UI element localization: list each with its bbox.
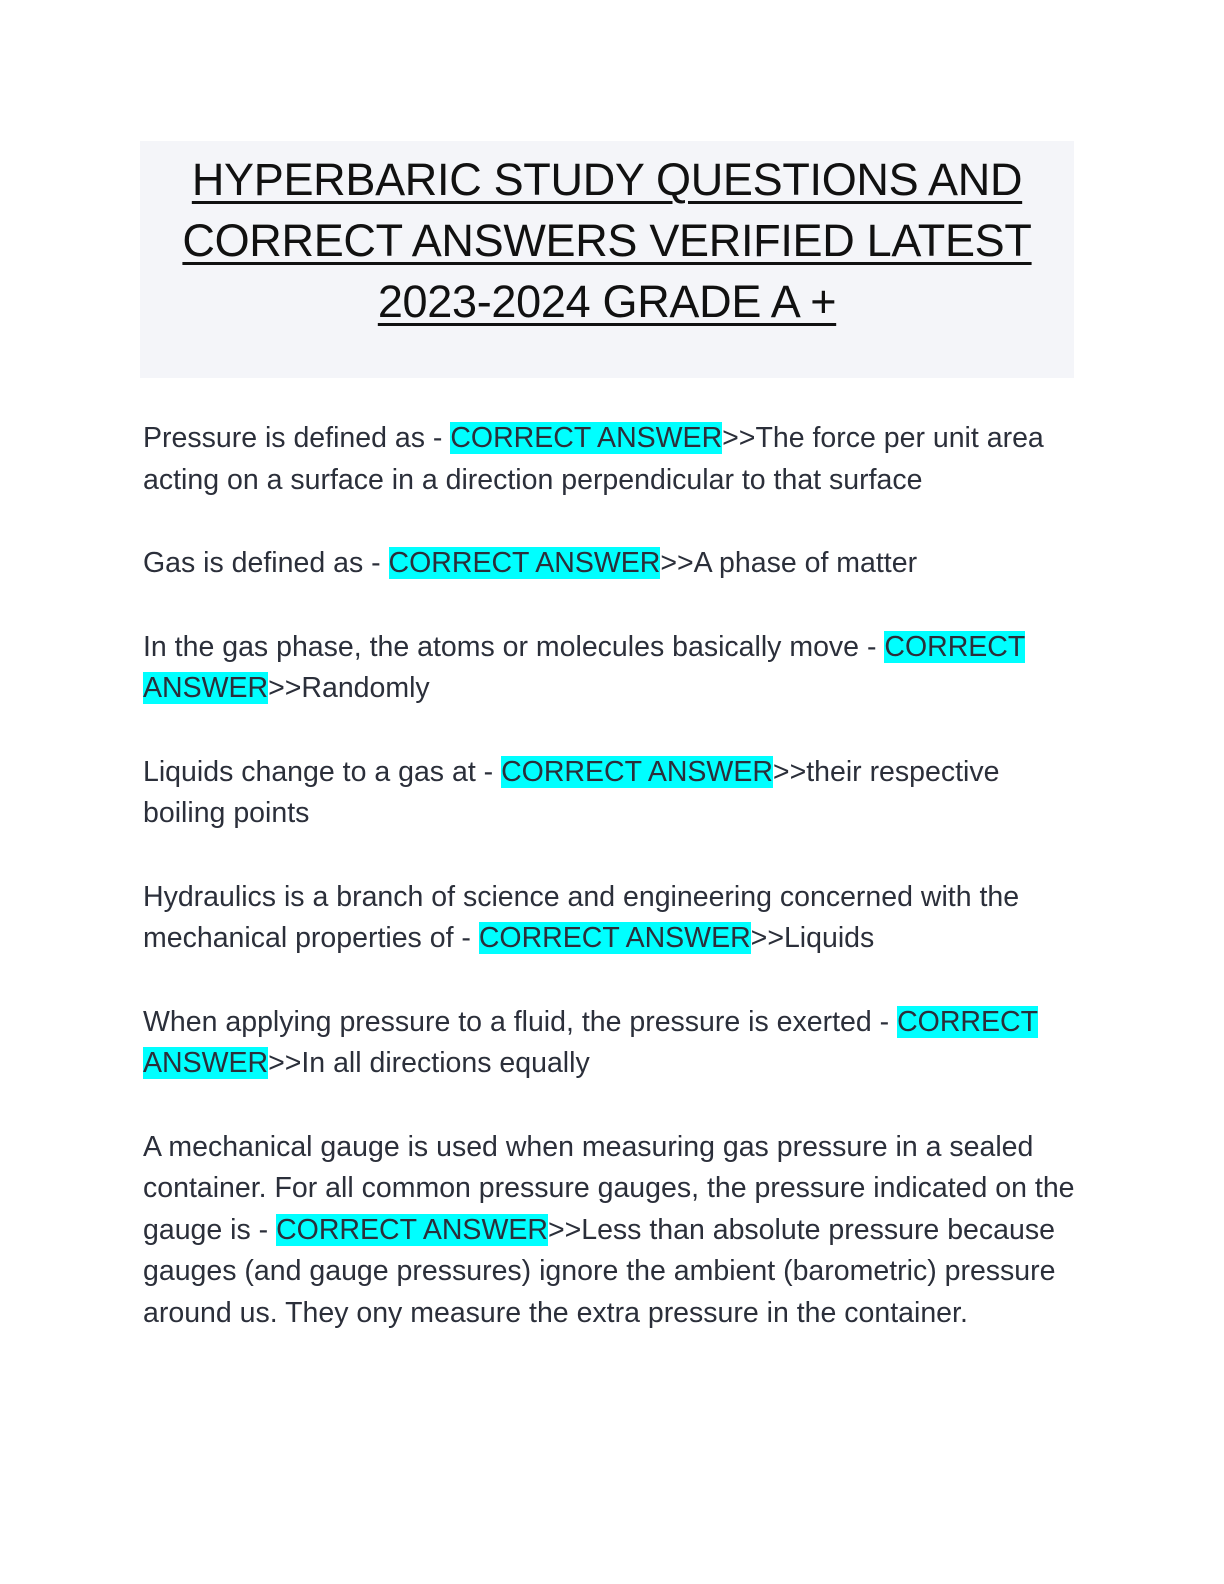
qa-item bbox=[143, 877, 1083, 960]
correct-answer-label: CORRECT ANSWER bbox=[478, 922, 751, 954]
title-line-text: HYPERBARIC STUDY QUESTIONS AND bbox=[191, 154, 1023, 205]
title-line bbox=[140, 210, 1074, 271]
qa-item bbox=[143, 1127, 1083, 1335]
correct-answer-label: CORRECT ANSWER bbox=[388, 547, 661, 579]
qa-item bbox=[143, 627, 1083, 710]
correct-answer-label: CORRECT ANSWER bbox=[276, 1213, 548, 1246]
title-line-text: 2023-2024 GRADE A + bbox=[377, 276, 837, 327]
answer-text: >>their respective boiling points bbox=[143, 755, 1000, 829]
title-line bbox=[140, 271, 1074, 332]
answer-text: >>Liquids bbox=[750, 922, 875, 954]
question-text: Gas is defined as - bbox=[143, 547, 389, 579]
answer-text: >>In all directions equally bbox=[268, 1047, 590, 1079]
qa-item bbox=[143, 1002, 1083, 1085]
qa-list bbox=[143, 418, 1083, 1376]
correct-answer-label: CORRECT ANSWER bbox=[143, 1005, 1038, 1079]
question-text: In the gas phase, the atoms or molecules basically move - bbox=[143, 630, 885, 663]
document-title bbox=[140, 141, 1074, 332]
answer-text: >>Randomly bbox=[268, 672, 430, 704]
question-text: Hydraulics is a branch of science and engineering concerned with the mechanical properties of - bbox=[143, 880, 1020, 954]
question-text: Liquids change to a gas at - bbox=[143, 755, 502, 788]
question-text: Pressure is defined as - bbox=[143, 422, 451, 454]
qa-item bbox=[143, 543, 1083, 585]
question-text: When applying pressure to a fluid, the pressure is exerted - bbox=[143, 1005, 898, 1038]
answer-text: >>A phase of matter bbox=[660, 547, 918, 579]
correct-answer-label: CORRECT ANSWER bbox=[501, 755, 773, 788]
correct-answer-label: CORRECT ANSWER bbox=[143, 630, 1026, 704]
title-line-text: CORRECT ANSWERS VERIFIED LATEST bbox=[182, 215, 1032, 266]
question-text: A mechanical gauge is used when measuring gas pressure in a sealed container. For all common pressure gauges, the pressure indicated on the gauge is - bbox=[143, 1130, 1075, 1246]
answer-text: >>Less than absolute pressure because gauges (and gauge pressures) ignore the ambient (barometric) pressure around us. They ony measure the extra pressure in the container. bbox=[143, 1213, 1056, 1329]
answer-text: >>The force per unit area acting on a surface in a direction perpendicular to that surface bbox=[143, 422, 1044, 496]
qa-item bbox=[143, 752, 1083, 835]
qa-item bbox=[143, 418, 1083, 501]
title-box bbox=[140, 141, 1074, 378]
title-line bbox=[140, 149, 1074, 210]
correct-answer-label: CORRECT ANSWER bbox=[450, 422, 723, 454]
